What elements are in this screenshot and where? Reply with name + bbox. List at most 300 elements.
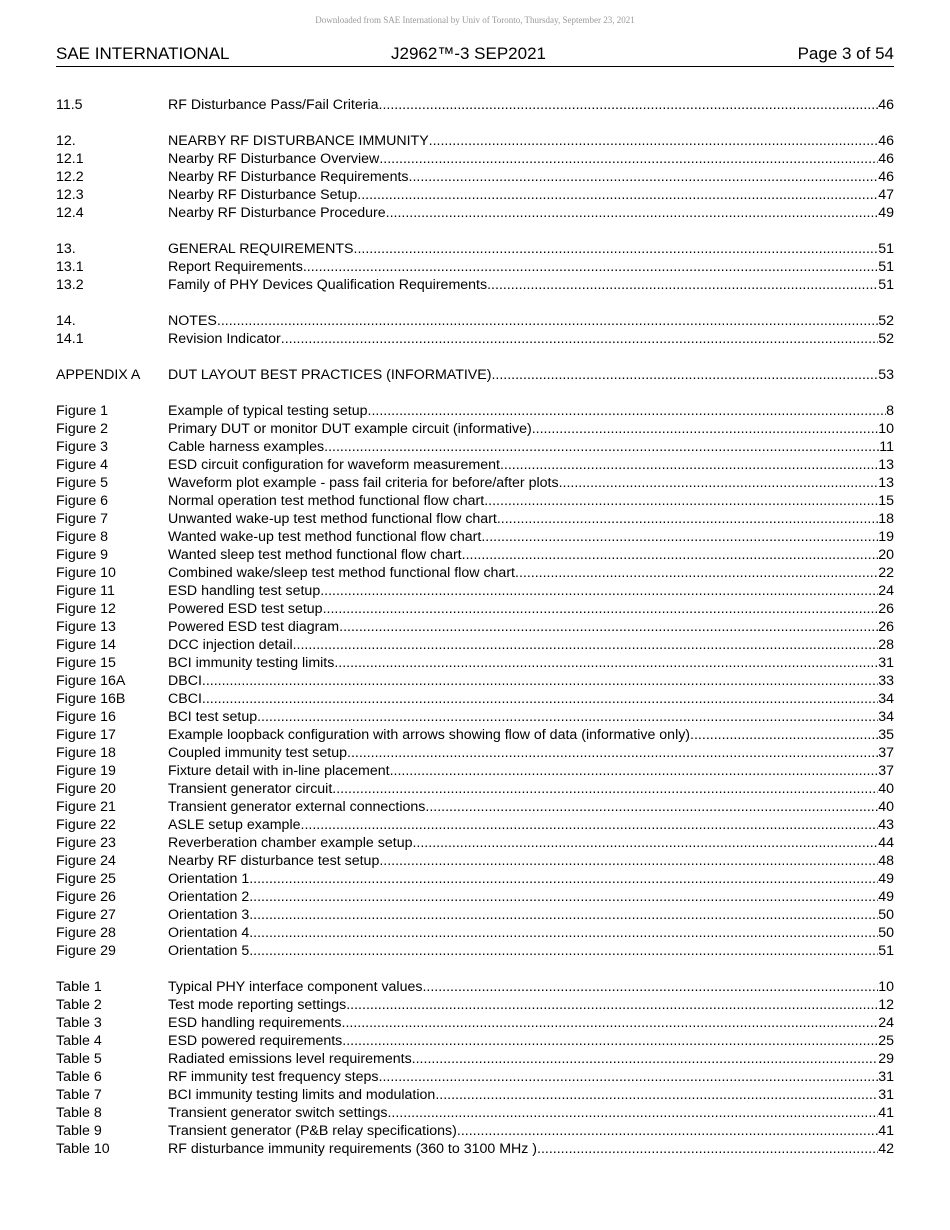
dot-leader <box>257 708 878 726</box>
toc-entry-number: Figure 9 <box>56 547 109 563</box>
dot-leader <box>334 654 878 672</box>
toc-entry-page: 40 <box>878 781 894 797</box>
toc-entry-line <box>168 1086 894 1104</box>
toc-entry-page: 49 <box>878 871 894 887</box>
dot-leader <box>301 816 879 834</box>
dot-leader <box>422 978 878 996</box>
toc-entry-line <box>168 726 894 744</box>
document-id: J2962™-3 SEP2021 <box>391 44 546 63</box>
toc-entry-page: 33 <box>878 673 894 689</box>
toc-entry-line <box>168 996 894 1014</box>
toc-entry-number: Figure 20 <box>56 781 116 797</box>
toc-entry-title: Wanted sleep test method functional flow chart <box>168 547 462 563</box>
toc-entry-page: 41 <box>878 1123 894 1139</box>
toc-entry <box>56 492 894 510</box>
toc-entry-page: 51 <box>878 259 894 275</box>
toc-entry <box>56 816 894 834</box>
toc-entry-page: 37 <box>878 763 894 779</box>
toc-entry-line <box>168 510 894 528</box>
toc-entry-title: Normal operation test method functional flow chart <box>168 493 485 509</box>
toc-entry-page: 49 <box>878 205 894 221</box>
toc-entry <box>56 690 894 708</box>
dot-leader <box>346 996 878 1014</box>
toc-entry-page: 19 <box>878 529 894 545</box>
toc-entry-number: Figure 12 <box>56 601 116 617</box>
toc-entry-title: ESD powered requirements <box>168 1033 343 1049</box>
toc-entry-title: Typical PHY interface component values <box>168 979 423 995</box>
dot-leader <box>357 186 878 204</box>
toc-entry <box>56 744 894 762</box>
toc-entry-number: Figure 11 <box>56 583 115 599</box>
toc-entry-line <box>168 924 894 942</box>
toc-entry-line <box>168 618 894 636</box>
dot-leader <box>354 240 879 258</box>
toc-entry-title: Example of typical testing setup <box>168 403 368 419</box>
toc-entry-page: 22 <box>878 565 894 581</box>
dot-leader <box>435 1086 878 1104</box>
dot-leader <box>249 888 878 906</box>
dot-leader <box>342 1032 878 1050</box>
toc-entry-number: Table 3 <box>56 1015 102 1031</box>
dot-leader <box>537 1140 878 1158</box>
toc-entry <box>56 1068 894 1086</box>
dot-leader <box>386 204 879 222</box>
dot-leader <box>249 942 878 960</box>
toc-entry-page: 10 <box>878 979 894 995</box>
toc-entry-title: Revision Indicator <box>168 331 281 347</box>
toc-entry-page: 37 <box>878 745 894 761</box>
toc-entry-page: 51 <box>878 241 894 257</box>
toc-entry-line <box>168 1032 894 1050</box>
dot-leader <box>293 636 879 654</box>
toc-entry <box>56 726 894 744</box>
toc-entry-line <box>168 600 894 618</box>
toc-entry <box>56 1140 894 1158</box>
toc-entry-number: Figure 17 <box>56 727 116 743</box>
toc-entry-title: Fixture detail with in-line placement <box>168 763 390 779</box>
dot-leader <box>409 168 879 186</box>
toc-entry-page: 26 <box>878 601 894 617</box>
toc-entry-number: Table 5 <box>56 1051 102 1067</box>
toc-entry-page: 47 <box>878 187 894 203</box>
dot-leader <box>457 1122 878 1140</box>
toc-entry-line <box>168 852 894 870</box>
toc-entry-line <box>168 330 894 348</box>
toc-entry-number: 14. <box>56 313 76 329</box>
toc-entry-title: NOTES <box>168 313 217 329</box>
toc-entry-line <box>168 744 894 762</box>
toc-entry-title: ESD handling test setup <box>168 583 321 599</box>
toc-entry-title: RF immunity test frequency steps <box>168 1069 379 1085</box>
toc-group <box>56 96 894 114</box>
toc-entry <box>56 600 894 618</box>
toc-group <box>56 402 894 960</box>
toc-entry-page: 50 <box>878 925 894 941</box>
toc-entry <box>56 852 894 870</box>
toc-entry-line <box>168 1050 894 1068</box>
toc-entry-title: Powered ESD test setup <box>168 601 323 617</box>
toc-entry-title: Transient generator switch settings <box>168 1105 388 1121</box>
toc-entry-title: Primary DUT or monitor DUT example circuit (informative) <box>168 421 532 437</box>
toc-entry-line <box>168 492 894 510</box>
toc-entry-title: Report Requirements <box>168 259 303 275</box>
dot-leader <box>484 492 878 510</box>
toc-entry-title: BCI immunity testing limits and modulation <box>168 1087 436 1103</box>
toc-group <box>56 132 894 222</box>
toc-entry-page: 11 <box>879 439 894 455</box>
toc-entry-title: Test mode reporting settings <box>168 997 347 1013</box>
dot-leader <box>347 744 878 762</box>
toc-entry-title: Orientation 3 <box>168 907 250 923</box>
toc-entry <box>56 636 894 654</box>
dot-leader <box>202 672 878 690</box>
publisher-name: SAE INTERNATIONAL <box>56 44 230 63</box>
toc-entry-page: 24 <box>878 1015 894 1031</box>
dot-leader <box>690 726 878 744</box>
toc-entry-page: 48 <box>878 853 894 869</box>
dot-leader <box>342 1014 879 1032</box>
toc-group <box>56 240 894 294</box>
dot-leader <box>387 1104 878 1122</box>
dot-leader <box>217 312 878 330</box>
toc-entry-title: Unwanted wake-up test method functional flow chart <box>168 511 497 527</box>
toc-entry-page: 35 <box>878 727 894 743</box>
toc-entry-title: Orientation 2 <box>168 889 250 905</box>
toc-entry-number: 12.4 <box>56 205 84 221</box>
toc-entry-number: 12.1 <box>56 151 84 167</box>
toc-entry-line <box>168 780 894 798</box>
toc-entry <box>56 330 894 348</box>
toc-entry-page: 46 <box>878 151 894 167</box>
toc-entry-line <box>168 150 894 168</box>
toc-entry-number: Table 10 <box>56 1141 110 1157</box>
toc-entry-number: Figure 2 <box>56 421 109 437</box>
dot-leader <box>202 690 878 708</box>
toc-entry-line <box>168 834 894 852</box>
toc-entry-number: Figure 3 <box>56 439 109 455</box>
toc-entry-title: Reverberation chamber example setup <box>168 835 413 851</box>
toc-entry-line <box>168 456 894 474</box>
toc-entry-page: 13 <box>878 475 894 491</box>
dot-leader <box>379 150 878 168</box>
toc-entry-page: 31 <box>878 1069 894 1085</box>
toc-entry-title: ESD circuit configuration for waveform measurement <box>168 457 500 473</box>
toc-entry-number: Figure 1 <box>56 403 109 419</box>
toc-entry <box>56 834 894 852</box>
dot-leader <box>249 924 878 942</box>
toc-entry <box>56 366 894 384</box>
dot-leader <box>379 1068 879 1086</box>
toc-entry-line <box>168 258 894 276</box>
toc-entry-line <box>168 636 894 654</box>
toc-entry-page: 12 <box>878 997 894 1013</box>
toc-entry-line <box>168 978 894 996</box>
toc-entry <box>56 510 894 528</box>
toc-entry <box>56 204 894 222</box>
toc-entry-number: 11.5 <box>56 97 83 113</box>
toc-entry-page: 43 <box>878 817 894 833</box>
toc-entry-page: 29 <box>878 1051 894 1067</box>
toc-entry-line <box>168 1068 894 1086</box>
toc-entry-number: Figure 15 <box>56 655 116 671</box>
toc-entry-line <box>168 870 894 888</box>
toc-entry <box>56 618 894 636</box>
toc-entry-page: 10 <box>878 421 894 437</box>
toc-entry <box>56 258 894 276</box>
toc-entry-title: Nearby RF disturbance test setup <box>168 853 380 869</box>
toc-entry-page: 53 <box>878 367 894 383</box>
dot-leader <box>323 600 879 618</box>
toc-entry-page: 52 <box>878 313 894 329</box>
toc-entry-number: 12.3 <box>56 187 84 203</box>
toc-entry <box>56 942 894 960</box>
toc-entry-title: ESD handling requirements <box>168 1015 342 1031</box>
toc-entry-number: Figure 19 <box>56 763 116 779</box>
dot-leader <box>412 1050 879 1068</box>
toc-entry-title: Nearby RF Disturbance Setup <box>168 187 358 203</box>
toc-entry-number: Figure 18 <box>56 745 116 761</box>
toc-entry <box>56 1122 894 1140</box>
toc-entry <box>56 870 894 888</box>
toc-entry-title: Transient generator external connections <box>168 799 426 815</box>
toc-group <box>56 978 894 1158</box>
toc-entry <box>56 132 894 150</box>
toc-entry-number: Table 8 <box>56 1105 102 1121</box>
toc-entry-title: DBCI <box>168 673 202 689</box>
toc-entry-number: 12. <box>56 133 76 149</box>
toc-entry-title: Orientation 1 <box>168 871 250 887</box>
toc-entry <box>56 168 894 186</box>
toc-entry-number: Table 1 <box>56 979 102 995</box>
toc-entry-line <box>168 582 894 600</box>
toc-entry-number: 12.2 <box>56 169 84 185</box>
toc-entry-number: Table 9 <box>56 1123 102 1139</box>
toc-entry-number: Figure 26 <box>56 889 116 905</box>
toc-entry-number: Figure 23 <box>56 835 116 851</box>
dot-leader <box>249 870 878 888</box>
toc-entry-line <box>168 654 894 672</box>
toc-entry <box>56 924 894 942</box>
toc-entry <box>56 762 894 780</box>
toc-entry-title: Transient generator circuit <box>168 781 333 797</box>
toc-entry-line <box>168 168 894 186</box>
dot-leader <box>462 546 879 564</box>
toc-entry-line <box>168 888 894 906</box>
toc-entry-line <box>168 276 894 294</box>
toc-entry-line <box>168 240 894 258</box>
toc-entry-page: 51 <box>878 943 894 959</box>
dot-leader <box>532 420 879 438</box>
toc-entry-line <box>168 438 894 456</box>
toc-entry-page: 28 <box>878 637 894 653</box>
toc-entry-number: Figure 14 <box>56 637 116 653</box>
toc-entry <box>56 654 894 672</box>
dot-leader <box>249 906 878 924</box>
toc-entry-line <box>168 1122 894 1140</box>
toc-entry-title: BCI test setup <box>168 709 258 725</box>
toc-entry-title: Orientation 5 <box>168 943 250 959</box>
toc-entry-line <box>168 546 894 564</box>
toc-entry-page: 31 <box>878 655 894 671</box>
toc-group <box>56 366 894 384</box>
toc-entry-number: Table 7 <box>56 1087 102 1103</box>
dot-leader <box>491 366 878 384</box>
toc-entry-number: Table 2 <box>56 997 102 1013</box>
toc-entry <box>56 528 894 546</box>
toc-entry-line <box>168 942 894 960</box>
toc-entry-page: 41 <box>878 1105 894 1121</box>
toc-group <box>56 312 894 348</box>
toc-entry-page: 15 <box>878 493 894 509</box>
dot-leader <box>339 618 878 636</box>
toc-entry-number: Figure 29 <box>56 943 116 959</box>
toc-entry <box>56 1032 894 1050</box>
dot-leader <box>497 510 878 528</box>
toc-entry-title: Orientation 4 <box>168 925 250 941</box>
toc-entry-line <box>168 1104 894 1122</box>
toc-entry-title: RF Disturbance Pass/Fail Criteria <box>168 97 379 113</box>
toc-entry-title: Nearby RF Disturbance Overview <box>168 151 380 167</box>
toc-entry-title: Nearby RF Disturbance Requirements <box>168 169 409 185</box>
toc-entry-number: Figure 7 <box>56 511 109 527</box>
toc-entry-number: Figure 22 <box>56 817 116 833</box>
toc-entry <box>56 150 894 168</box>
toc-entry-number: 13.2 <box>56 277 84 293</box>
toc-entry-line <box>168 1014 894 1032</box>
toc-entry-title: Transient generator (P&B relay specifications) <box>168 1123 457 1139</box>
toc-entry-page: 24 <box>878 583 894 599</box>
toc-entry-title: DCC injection detail <box>168 637 293 653</box>
toc-entry-title: Combined wake/sleep test method functional flow chart <box>168 565 515 581</box>
toc-entry-page: 46 <box>878 169 894 185</box>
toc-entry-title: NEARBY RF DISTURBANCE IMMUNITY <box>168 133 429 149</box>
dot-leader <box>368 402 887 420</box>
toc-entry <box>56 312 894 330</box>
page-header <box>56 44 894 67</box>
toc-entry-number: Figure 16B <box>56 691 126 707</box>
toc-entry-number: Figure 5 <box>56 475 109 491</box>
toc-entry-number: Figure 16A <box>56 673 126 689</box>
toc-entry-page: 26 <box>878 619 894 635</box>
toc-entry-line <box>168 528 894 546</box>
toc-entry-number: Figure 4 <box>56 457 109 473</box>
download-watermark: Downloaded from SAE International by Univ of Toronto, Thursday, September 23, 2021 <box>315 15 635 25</box>
toc-entry-title: Powered ESD test diagram <box>168 619 340 635</box>
toc-entry-number: Figure 27 <box>56 907 116 923</box>
toc-entry-line <box>168 186 894 204</box>
toc-entry-title: Nearby RF Disturbance Procedure <box>168 205 386 221</box>
toc-entry-page: 46 <box>878 133 894 149</box>
toc-entry-number: Figure 6 <box>56 493 109 509</box>
toc-entry <box>56 402 894 420</box>
toc-entry <box>56 582 894 600</box>
table-of-contents <box>56 96 894 1176</box>
toc-entry-number: 13. <box>56 241 76 257</box>
toc-entry-number: 13.1 <box>56 259 84 275</box>
toc-entry-line <box>168 816 894 834</box>
toc-entry-line <box>168 906 894 924</box>
toc-entry-title: Cable harness examples <box>168 439 325 455</box>
toc-entry-number: APPENDIX A <box>56 367 141 383</box>
dot-leader <box>281 330 878 348</box>
toc-entry <box>56 888 894 906</box>
toc-entry <box>56 906 894 924</box>
toc-entry-title: Radiated emissions level requirements <box>168 1051 412 1067</box>
toc-entry-title: Coupled immunity test setup <box>168 745 348 761</box>
toc-entry-line <box>168 366 894 384</box>
toc-entry-page: 42 <box>878 1141 894 1157</box>
toc-entry-number: Figure 25 <box>56 871 116 887</box>
toc-entry-line <box>168 672 894 690</box>
toc-entry-page: 44 <box>878 835 894 851</box>
toc-entry-title: DUT LAYOUT BEST PRACTICES (INFORMATIVE) <box>168 367 492 383</box>
page-number: Page 3 of 54 <box>797 44 894 63</box>
toc-entry <box>56 420 894 438</box>
toc-entry <box>56 474 894 492</box>
toc-entry-line <box>168 564 894 582</box>
toc-entry-number: Figure 10 <box>56 565 116 581</box>
dot-leader <box>559 474 879 492</box>
dot-leader <box>481 528 878 546</box>
toc-entry-number: Figure 28 <box>56 925 116 941</box>
dot-leader <box>303 258 878 276</box>
dot-leader <box>412 834 878 852</box>
toc-entry-line <box>168 690 894 708</box>
toc-entry-page: 46 <box>878 97 894 113</box>
dot-leader <box>320 582 878 600</box>
toc-entry-number: Table 6 <box>56 1069 102 1085</box>
dot-leader <box>332 780 878 798</box>
toc-entry <box>56 978 894 996</box>
toc-entry-page: 49 <box>878 889 894 905</box>
toc-entry <box>56 276 894 294</box>
toc-entry-line <box>168 798 894 816</box>
dot-leader <box>487 276 878 294</box>
toc-entry-number: Figure 21 <box>56 799 116 815</box>
toc-entry-page: 50 <box>878 907 894 923</box>
toc-entry-page: 13 <box>878 457 894 473</box>
toc-entry <box>56 780 894 798</box>
toc-entry-page: 8 <box>886 403 894 419</box>
toc-entry-title: RF disturbance immunity requirements (360 to 3100 MHz ) <box>168 1141 538 1157</box>
toc-entry-number: Figure 24 <box>56 853 116 869</box>
toc-entry-line <box>168 420 894 438</box>
toc-entry <box>56 564 894 582</box>
toc-entry-page: 51 <box>878 277 894 293</box>
toc-entry-page: 40 <box>878 799 894 815</box>
toc-entry-number: Table 4 <box>56 1033 102 1049</box>
toc-entry <box>56 240 894 258</box>
toc-entry <box>56 456 894 474</box>
toc-entry-line <box>168 762 894 780</box>
dot-leader <box>379 96 879 114</box>
toc-entry-line <box>168 474 894 492</box>
dot-leader <box>429 132 879 150</box>
toc-entry-line <box>168 1140 894 1158</box>
toc-entry <box>56 1050 894 1068</box>
toc-entry-number: Figure 8 <box>56 529 109 545</box>
toc-entry <box>56 546 894 564</box>
toc-entry-title: Wanted wake-up test method functional flow chart <box>168 529 482 545</box>
toc-entry <box>56 1014 894 1032</box>
toc-entry <box>56 438 894 456</box>
dot-leader <box>324 438 879 456</box>
toc-entry <box>56 186 894 204</box>
toc-entry-page: 34 <box>878 709 894 725</box>
toc-entry-page: 20 <box>878 547 894 563</box>
toc-entry <box>56 708 894 726</box>
toc-entry-line <box>168 402 894 420</box>
